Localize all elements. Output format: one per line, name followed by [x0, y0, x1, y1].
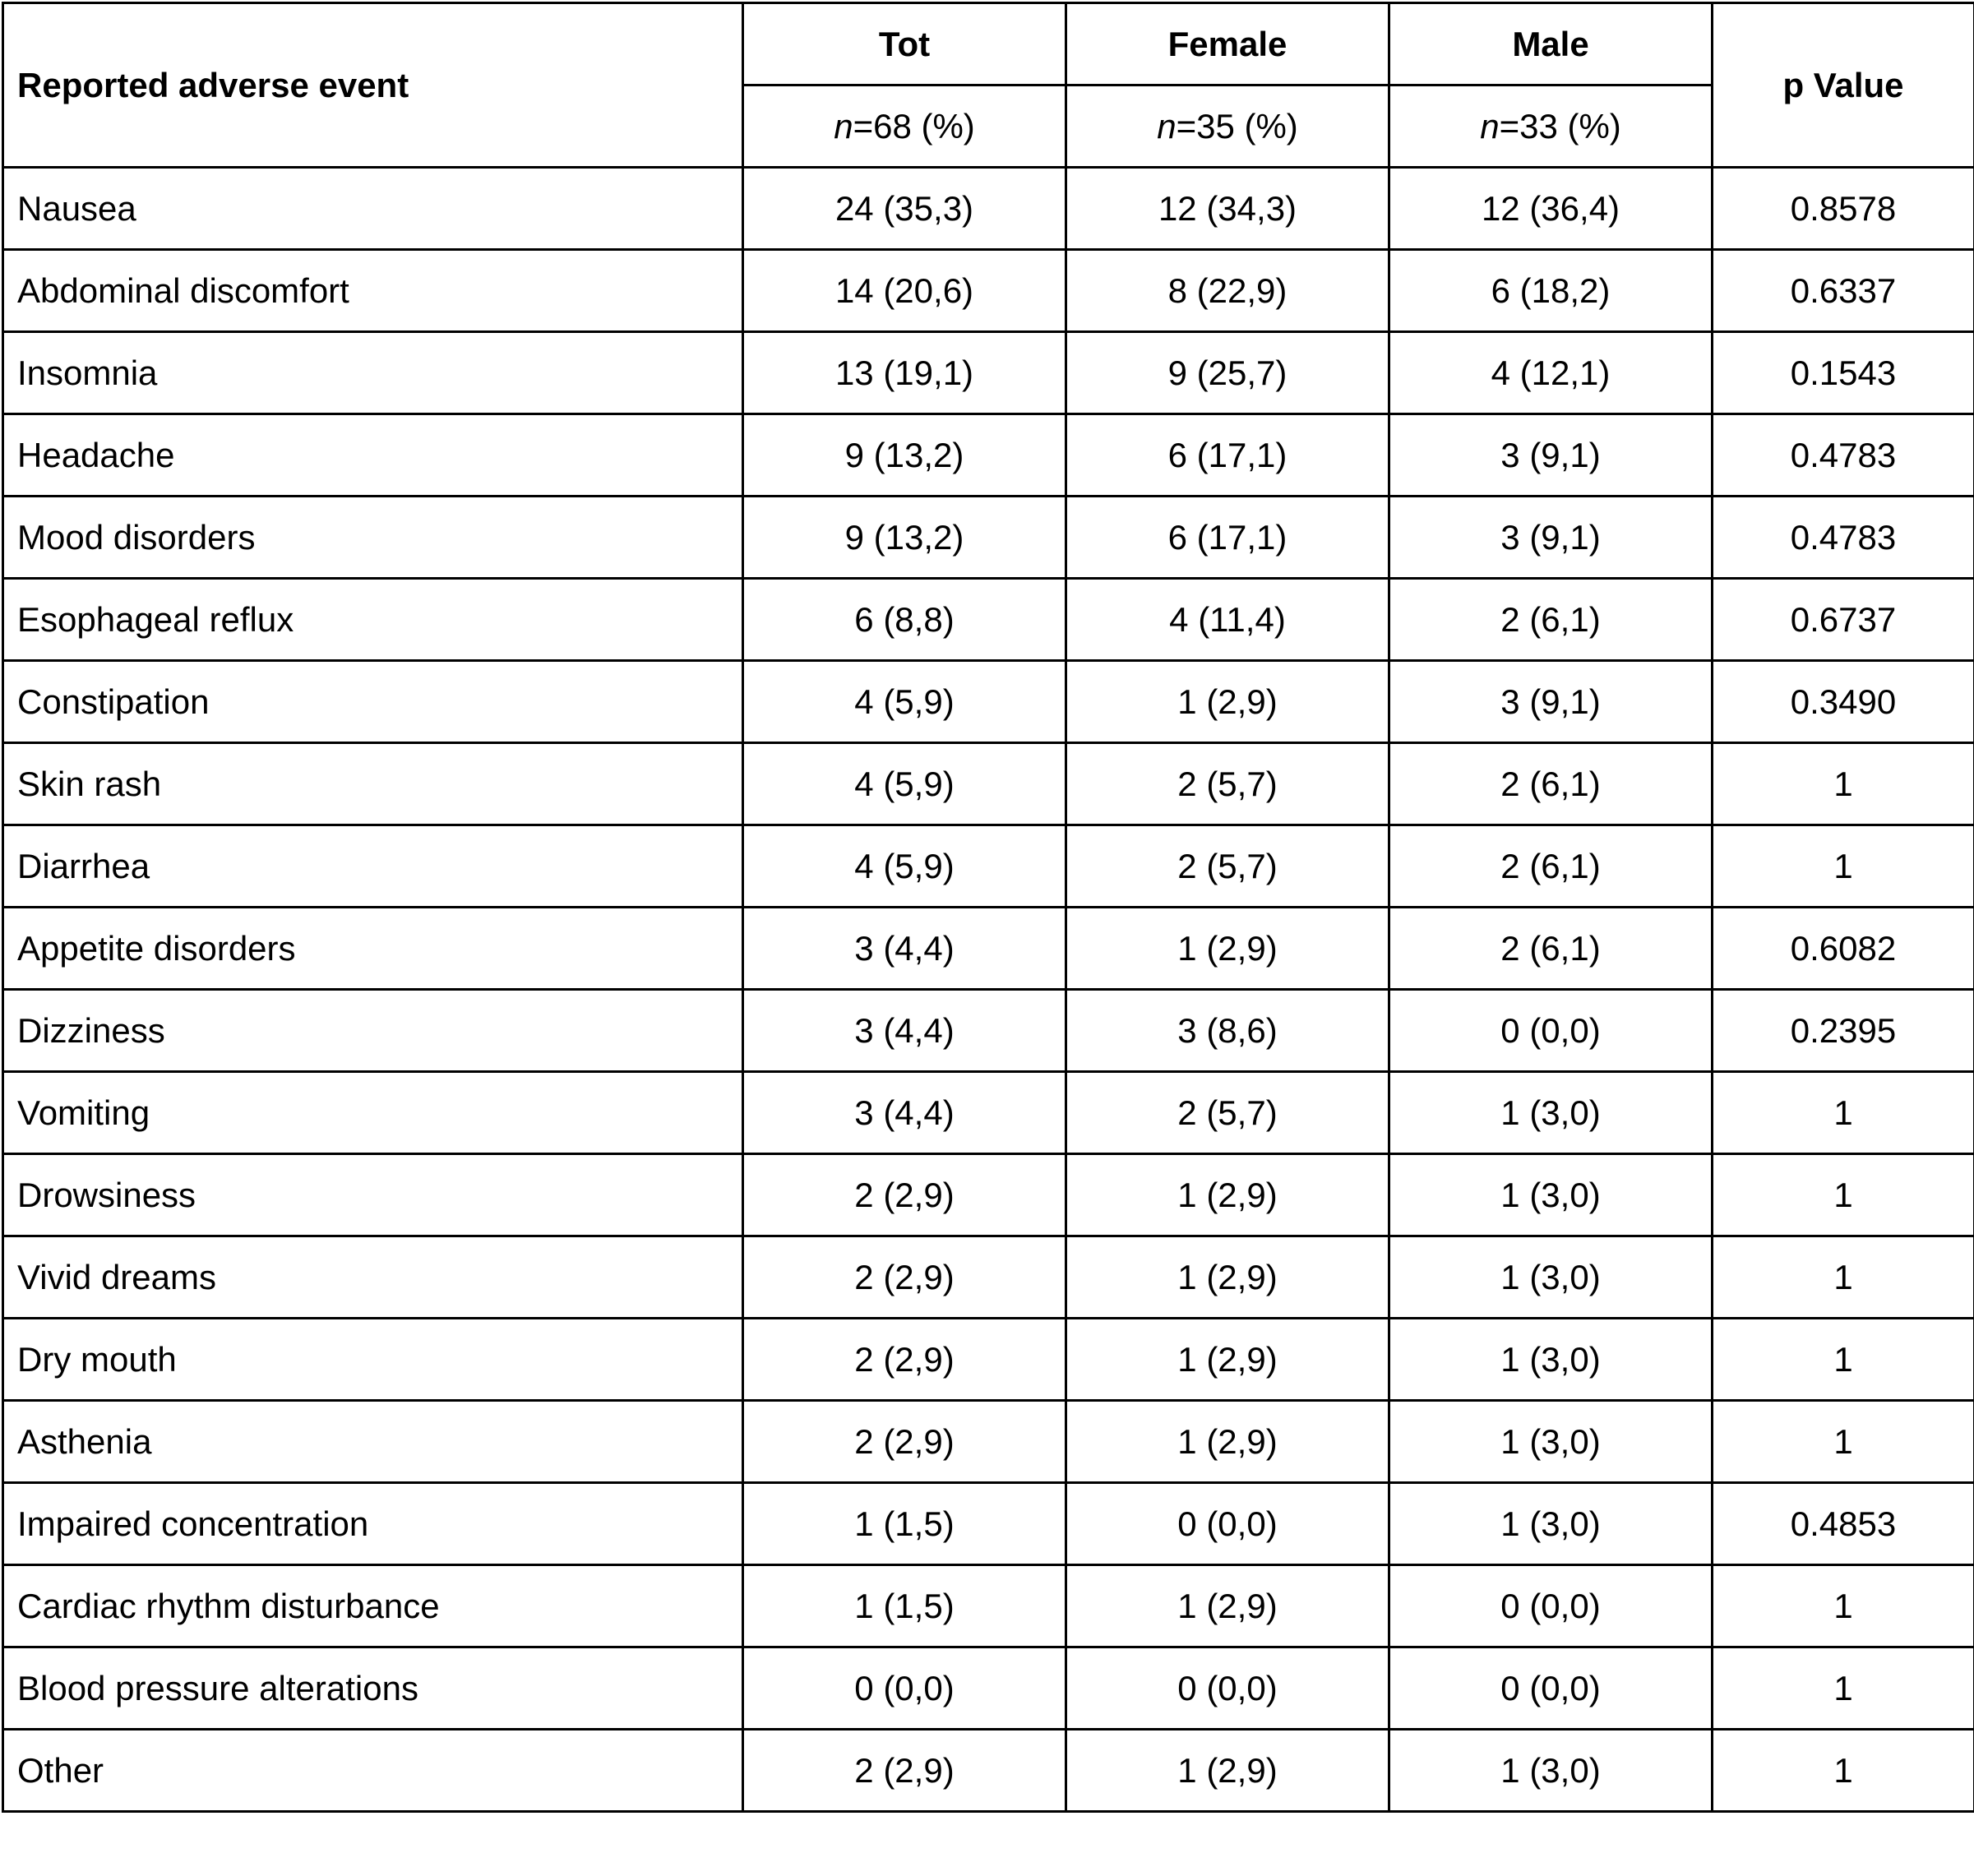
cell-tot: 0 (0,0)	[743, 1647, 1066, 1730]
cell-tot: 2 (2,9)	[743, 1401, 1066, 1483]
cell-p-value: 1	[1713, 1401, 1974, 1483]
table-row	[3, 1236, 1974, 1319]
cell-p-value: 0.3490	[1713, 661, 1974, 743]
cell-male: 1 (3,0)	[1389, 1236, 1713, 1319]
cell-female: 12 (34,3)	[1066, 168, 1389, 250]
table-row	[3, 990, 1974, 1072]
header-female-n-value: =35 (%)	[1176, 106, 1298, 146]
cell-female: 0 (0,0)	[1066, 1483, 1389, 1565]
table-row	[3, 332, 1974, 414]
cell-p-value: 1	[1713, 1319, 1974, 1401]
cell-p-value: 1	[1713, 1154, 1974, 1236]
cell-female: 6 (17,1)	[1066, 497, 1389, 579]
table-row	[3, 1401, 1974, 1483]
cell-tot: 9 (13,2)	[743, 414, 1066, 497]
cell-event: Vivid dreams	[3, 1236, 743, 1319]
cell-event: Mood disorders	[3, 497, 743, 579]
cell-event: Nausea	[3, 168, 743, 250]
cell-female: 6 (17,1)	[1066, 414, 1389, 497]
header-event: Reported adverse event	[3, 3, 743, 168]
cell-tot: 1 (1,5)	[743, 1565, 1066, 1647]
table-row	[3, 1154, 1974, 1236]
cell-p-value: 1	[1713, 1647, 1974, 1730]
cell-p-value: 0.4853	[1713, 1483, 1974, 1565]
adverse-events-table	[2, 2, 1974, 1813]
cell-p-value: 0.2395	[1713, 990, 1974, 1072]
cell-female: 2 (5,7)	[1066, 1072, 1389, 1154]
header-male: Male	[1389, 3, 1713, 85]
cell-tot: 4 (5,9)	[743, 743, 1066, 825]
cell-female: 1 (2,9)	[1066, 1236, 1389, 1319]
cell-male: 1 (3,0)	[1389, 1154, 1713, 1236]
cell-tot: 2 (2,9)	[743, 1319, 1066, 1401]
header-tot-n	[743, 85, 1066, 168]
cell-event: Cardiac rhythm disturbance	[3, 1565, 743, 1647]
cell-p-value: 1	[1713, 743, 1974, 825]
cell-male: 1 (3,0)	[1389, 1730, 1713, 1812]
header-female: Female	[1066, 3, 1389, 85]
cell-p-value: 0.6737	[1713, 579, 1974, 661]
table-row	[3, 250, 1974, 332]
table-row	[3, 1647, 1974, 1730]
cell-male: 0 (0,0)	[1389, 1565, 1713, 1647]
cell-male: 1 (3,0)	[1389, 1319, 1713, 1401]
cell-male: 0 (0,0)	[1389, 990, 1713, 1072]
cell-event: Dry mouth	[3, 1319, 743, 1401]
cell-tot: 2 (2,9)	[743, 1236, 1066, 1319]
cell-event: Constipation	[3, 661, 743, 743]
cell-tot: 14 (20,6)	[743, 250, 1066, 332]
cell-tot: 3 (4,4)	[743, 908, 1066, 990]
cell-female: 1 (2,9)	[1066, 1730, 1389, 1812]
table-row	[3, 579, 1974, 661]
cell-tot: 1 (1,5)	[743, 1483, 1066, 1565]
table-row	[3, 497, 1974, 579]
cell-p-value: 1	[1713, 825, 1974, 908]
cell-event: Appetite disorders	[3, 908, 743, 990]
cell-male: 4 (12,1)	[1389, 332, 1713, 414]
cell-p-value: 1	[1713, 1565, 1974, 1647]
table-row	[3, 168, 1974, 250]
cell-male: 2 (6,1)	[1389, 825, 1713, 908]
cell-male: 0 (0,0)	[1389, 1647, 1713, 1730]
header-tot-n-value: =68 (%)	[853, 106, 975, 146]
cell-event: Drowsiness	[3, 1154, 743, 1236]
cell-event: Skin rash	[3, 743, 743, 825]
cell-female: 1 (2,9)	[1066, 908, 1389, 990]
cell-female: 3 (8,6)	[1066, 990, 1389, 1072]
header-male-n	[1389, 85, 1713, 168]
table-row	[3, 1730, 1974, 1812]
header-female-n	[1066, 85, 1389, 168]
cell-female: 1 (2,9)	[1066, 1565, 1389, 1647]
cell-male: 2 (6,1)	[1389, 908, 1713, 990]
cell-event: Blood pressure alterations	[3, 1647, 743, 1730]
cell-event: Esophageal reflux	[3, 579, 743, 661]
cell-event: Other	[3, 1730, 743, 1812]
cell-event: Vomiting	[3, 1072, 743, 1154]
cell-p-value: 1	[1713, 1072, 1974, 1154]
table-row	[3, 908, 1974, 990]
header-row-groups	[3, 3, 1974, 85]
cell-male: 2 (6,1)	[1389, 579, 1713, 661]
cell-female: 9 (25,7)	[1066, 332, 1389, 414]
cell-event: Impaired concentration	[3, 1483, 743, 1565]
cell-tot: 3 (4,4)	[743, 990, 1066, 1072]
cell-p-value: 0.1543	[1713, 332, 1974, 414]
cell-event: Headache	[3, 414, 743, 497]
cell-male: 6 (18,2)	[1389, 250, 1713, 332]
n-symbol: n	[834, 106, 853, 146]
cell-event: Asthenia	[3, 1401, 743, 1483]
n-symbol: n	[1480, 106, 1500, 146]
table-row	[3, 661, 1974, 743]
cell-male: 3 (9,1)	[1389, 661, 1713, 743]
table-row	[3, 743, 1974, 825]
table-row	[3, 414, 1974, 497]
cell-p-value: 0.6082	[1713, 908, 1974, 990]
header-p-value: p Value	[1713, 3, 1974, 168]
cell-tot: 2 (2,9)	[743, 1154, 1066, 1236]
cell-male: 2 (6,1)	[1389, 743, 1713, 825]
cell-tot: 9 (13,2)	[743, 497, 1066, 579]
cell-tot: 13 (19,1)	[743, 332, 1066, 414]
cell-male: 3 (9,1)	[1389, 497, 1713, 579]
cell-p-value: 0.6337	[1713, 250, 1974, 332]
cell-p-value: 1	[1713, 1236, 1974, 1319]
cell-event: Diarrhea	[3, 825, 743, 908]
cell-female: 2 (5,7)	[1066, 743, 1389, 825]
cell-female: 4 (11,4)	[1066, 579, 1389, 661]
table-header	[3, 3, 1974, 168]
cell-event: Abdominal discomfort	[3, 250, 743, 332]
cell-male: 12 (36,4)	[1389, 168, 1713, 250]
cell-female: 0 (0,0)	[1066, 1647, 1389, 1730]
cell-male: 1 (3,0)	[1389, 1483, 1713, 1565]
cell-tot: 6 (8,8)	[743, 579, 1066, 661]
cell-event: Dizziness	[3, 990, 743, 1072]
cell-p-value: 0.4783	[1713, 414, 1974, 497]
cell-p-value: 1	[1713, 1730, 1974, 1812]
cell-tot: 3 (4,4)	[743, 1072, 1066, 1154]
table-row	[3, 825, 1974, 908]
cell-female: 1 (2,9)	[1066, 1154, 1389, 1236]
n-symbol: n	[1157, 106, 1177, 146]
table-row	[3, 1483, 1974, 1565]
cell-tot: 4 (5,9)	[743, 825, 1066, 908]
table-body	[3, 168, 1974, 1812]
cell-male: 1 (3,0)	[1389, 1072, 1713, 1154]
cell-female: 1 (2,9)	[1066, 1319, 1389, 1401]
cell-female: 8 (22,9)	[1066, 250, 1389, 332]
cell-tot: 2 (2,9)	[743, 1730, 1066, 1812]
cell-p-value: 0.4783	[1713, 497, 1974, 579]
table-row	[3, 1072, 1974, 1154]
cell-event: Insomnia	[3, 332, 743, 414]
table-row	[3, 1319, 1974, 1401]
cell-male: 3 (9,1)	[1389, 414, 1713, 497]
cell-tot: 4 (5,9)	[743, 661, 1066, 743]
cell-p-value: 0.8578	[1713, 168, 1974, 250]
table-row	[3, 1565, 1974, 1647]
header-tot: Tot	[743, 3, 1066, 85]
cell-male: 1 (3,0)	[1389, 1401, 1713, 1483]
header-male-n-value: =33 (%)	[1499, 106, 1621, 146]
cell-tot: 24 (35,3)	[743, 168, 1066, 250]
cell-female: 1 (2,9)	[1066, 661, 1389, 743]
cell-female: 2 (5,7)	[1066, 825, 1389, 908]
cell-female: 1 (2,9)	[1066, 1401, 1389, 1483]
